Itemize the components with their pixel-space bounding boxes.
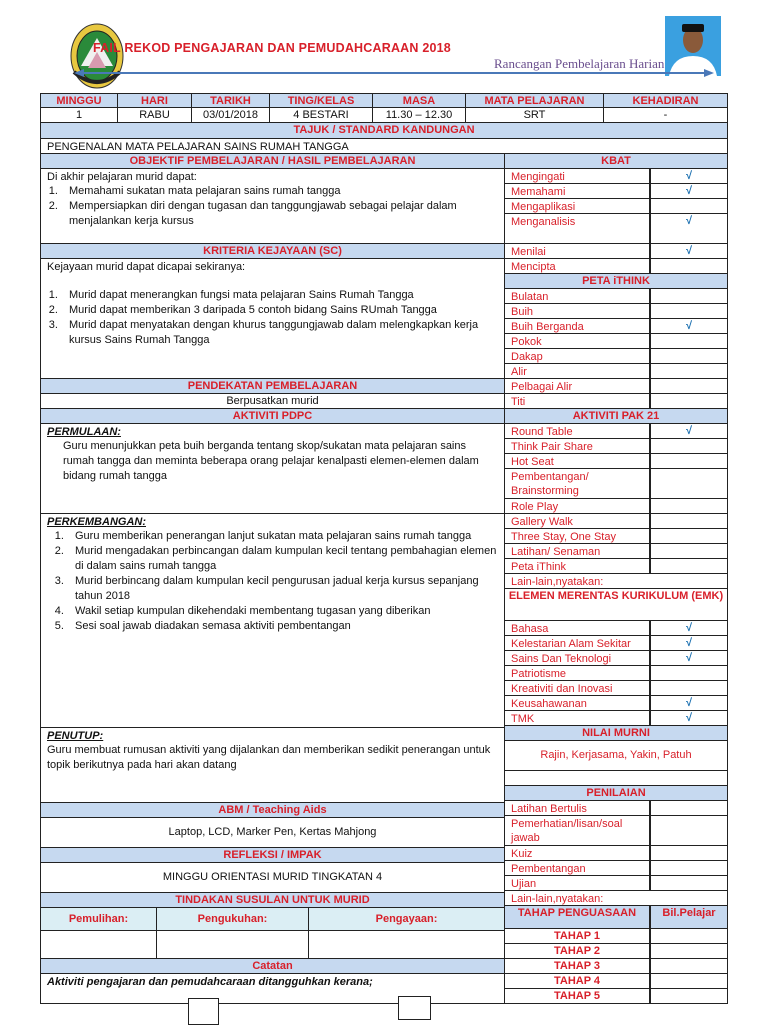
kriteria-heading: KRITERIA KEJAYAAN (SC)	[40, 243, 505, 259]
criteria-item-label: TMK	[504, 710, 650, 726]
nilai-murni-value: Rajin, Kerjasama, Yakin, Patuh	[504, 740, 728, 771]
check-cell[interactable]	[650, 800, 728, 816]
criteria-item-label: Three Stay, One Stay	[504, 528, 650, 544]
criteria-item-label: Sains Dan Teknologi	[504, 650, 650, 666]
criteria-item-label: Buih Berganda	[504, 318, 650, 334]
teacher-photo	[665, 16, 721, 76]
check-cell[interactable]	[650, 363, 728, 379]
reason-checkbox-2[interactable]	[398, 996, 431, 1020]
penutup-section	[40, 727, 505, 803]
objektif-item: 2. Mempersiapkan diri dengan tugasan dan tanggungjawab sebagai pelajar dalam menjalankan kerja kursus	[61, 199, 498, 229]
pengayaan-header: Pengayaan:	[308, 907, 505, 931]
criteria-item-label: Titi	[504, 393, 650, 409]
tahap-label: TAHAP 2	[504, 943, 650, 959]
criteria-item-label: Buih	[504, 303, 650, 319]
tahap-label: TAHAP 5	[504, 988, 650, 1004]
criteria-item-label: Patriotisme	[504, 665, 650, 681]
tajuk-value: PENGENALAN MATA PELAJARAN SAINS RUMAH TANGGA	[40, 138, 728, 154]
section-heading: KBAT	[504, 153, 728, 169]
criteria-item-label: Ujian	[504, 875, 650, 891]
check-cell[interactable]	[650, 558, 728, 574]
document-title: FAIL REKOD PENGAJARAN DAN PEMUDAHCARAAN 2018	[93, 41, 451, 55]
check-cell[interactable]: √	[650, 650, 728, 666]
check-cell[interactable]: √	[650, 635, 728, 651]
check-cell[interactable]	[650, 498, 728, 514]
col-kehadiran: KEHADIRAN	[603, 93, 728, 108]
document-subtitle: Rancangan Pembelajaran Harian	[494, 56, 665, 71]
bil-pelajar-field[interactable]	[650, 988, 728, 1004]
check-cell[interactable]	[650, 468, 728, 499]
check-cell[interactable]	[650, 543, 728, 559]
kriteria-item: 2. Murid dapat memberikan 3 daripada 5 contoh bidang Sains RUmah Tangga	[61, 303, 498, 318]
aktiviti-pdpc-heading: AKTIVITI PDPC	[40, 408, 505, 424]
check-cell[interactable]	[650, 393, 728, 409]
emk-heading: ELEMEN MERENTAS KURIKULUM (EMK)	[504, 588, 728, 621]
criteria-item-label: Kuiz	[504, 845, 650, 861]
objektif-item: 1. Memahami sukatan mata pelajaran sains rumah tangga	[61, 184, 498, 199]
masa-value: 11.30 – 12.30	[372, 107, 466, 123]
check-cell[interactable]: √	[650, 168, 728, 184]
mata-pelajaran-value: SRT	[465, 107, 604, 123]
criteria-item-label: Pembentangan	[504, 860, 650, 876]
criteria-item-label: Peta iThink	[504, 558, 650, 574]
abm-heading: ABM / Teaching Aids	[40, 802, 505, 818]
criteria-item-label: Role Play	[504, 498, 650, 514]
pemulihan-header: Pemulihan:	[40, 907, 157, 931]
criteria-item-label: Bulatan	[504, 288, 650, 304]
check-cell[interactable]	[650, 453, 728, 469]
pengayaan-field[interactable]	[308, 930, 505, 959]
criteria-item-label: Pokok	[504, 333, 650, 349]
kriteria-item: 1. Murid dapat menerangkan fungsi mata pelajaran Sains Rumah Tangga	[61, 288, 498, 303]
col-hari: HARI	[117, 93, 192, 108]
kriteria-section	[40, 258, 505, 379]
pengukuhan-field[interactable]	[156, 930, 309, 959]
section-heading: PETA iTHINK	[504, 273, 728, 289]
bil-pelajar-field[interactable]	[650, 943, 728, 959]
criteria-item-label: Alir	[504, 363, 650, 379]
check-cell[interactable]: √	[650, 183, 728, 199]
bil-pelajar-field[interactable]	[650, 958, 728, 974]
check-cell[interactable]	[650, 528, 728, 544]
tahap-label: TAHAP 4	[504, 973, 650, 989]
check-cell[interactable]	[650, 438, 728, 454]
objektif-intro: Di akhir pelajaran murid dapat:	[47, 171, 197, 183]
perkembangan-item: 3. Murid berbincang dalam kumpulan kecil pengurusan jadual kerja kursus sepanjang tahun 2018	[67, 574, 498, 604]
check-cell[interactable]	[650, 845, 728, 861]
perkembangan-item: 5. Sesi soal jawab diadakan semasa aktiviti pembentangan	[67, 619, 498, 634]
kriteria-item: 3. Murid dapat menyatakan dengan khurus tanggungjawab dalam melengkapkan kerja kursus Sains Rumah Tangga	[61, 318, 498, 348]
other-specify-field[interactable]: Lain-lain,nyatakan:	[504, 573, 728, 589]
bil-pelajar-heading: Bil.Pelajar	[650, 905, 728, 929]
check-cell[interactable]: √	[650, 318, 728, 334]
tahap-penguasaan-heading: TAHAP PENGUASAAN	[504, 905, 650, 929]
criteria-item-label: Kreativiti dan Inovasi	[504, 680, 650, 696]
check-cell[interactable]	[650, 680, 728, 696]
criteria-item-label: Hot Seat	[504, 453, 650, 469]
tajuk-heading: TAJUK / STANDARD KANDUNGAN	[40, 122, 728, 139]
check-cell[interactable]: √	[650, 423, 728, 439]
check-cell[interactable]	[650, 333, 728, 349]
refleksi-value: MINGGU ORIENTASI MURID TINGKATAN 4	[40, 862, 505, 893]
penutup-text: Guru membuat rumusan aktiviti yang dijalankan dan memberikan sedikit penerangan untuk topik berikutnya pada hari akan datang	[47, 744, 491, 771]
col-mata-pelajaran: MATA PELAJARAN	[465, 93, 604, 108]
check-cell[interactable]	[650, 198, 728, 214]
permulaan-section	[40, 423, 505, 514]
header-divider-arrow	[74, 68, 714, 78]
pemulihan-field[interactable]	[40, 930, 157, 959]
criteria-item-label: Pelbagai Alir	[504, 378, 650, 394]
check-cell[interactable]: √	[650, 243, 728, 259]
abm-value: Laptop, LCD, Marker Pen, Kertas Mahjong	[40, 817, 505, 848]
reason-checkbox-1[interactable]	[188, 998, 219, 1025]
criteria-item-label: Mencipta	[504, 258, 650, 274]
criteria-item-label: Mengaplikasi	[504, 198, 650, 214]
check-cell[interactable]	[650, 288, 728, 304]
tahap-label: TAHAP 1	[504, 928, 650, 944]
catatan-value: Aktiviti pengajaran dan pemudahcaraan ditangguhkan kerana;	[40, 973, 505, 1004]
tahap-label: TAHAP 3	[504, 958, 650, 974]
pendekatan-value: Berpusatkan murid	[40, 393, 505, 409]
criteria-item-label: Keusahawanan	[504, 695, 650, 711]
pengukuhan-header: Pengukuhan:	[156, 907, 309, 931]
bil-pelajar-field[interactable]	[650, 928, 728, 944]
criteria-item-label: Memahami	[504, 183, 650, 199]
check-cell[interactable]: √	[650, 620, 728, 636]
criteria-item-label: Kelestarian Alam Sekitar	[504, 635, 650, 651]
section-heading: NILAI MURNI	[504, 725, 728, 741]
penutup-label: PENUTUP:	[47, 730, 104, 742]
kriteria-intro: Kejayaan murid dapat dicapai sekiranya:	[47, 261, 246, 273]
check-cell[interactable]	[650, 875, 728, 891]
col-minggu: MINGGU	[40, 93, 118, 108]
criteria-item-label: Think Pair Share	[504, 438, 650, 454]
criteria-item-label: Mengingati	[504, 168, 650, 184]
school-logo	[68, 22, 126, 90]
col-tarikh: TARIKH	[191, 93, 270, 108]
catatan-heading: Catatan	[40, 958, 505, 974]
col-masa: MASA	[372, 93, 466, 108]
criteria-item-label: Pembentangan/ Brainstorming	[504, 468, 650, 499]
kehadiran-value: -	[603, 107, 728, 123]
objektif-section	[40, 168, 505, 244]
tindakan-heading: TINDAKAN SUSULAN UNTUK MURID	[40, 892, 505, 908]
perkembangan-item: 2. Murid mengadakan perbincangan dalam kumpulan kecil tentang pembahagian elemen di dalam sains rumah tangga	[67, 544, 498, 574]
perkembangan-label: PERKEMBANGAN:	[47, 516, 146, 528]
check-cell[interactable]	[650, 378, 728, 394]
bil-pelajar-field[interactable]	[650, 973, 728, 989]
perkembangan-item: 4. Wakil setiap kumpulan dikehendaki membentang tugasan yang diberikan	[67, 604, 498, 619]
criteria-item-label: Menilai	[504, 243, 650, 259]
check-cell[interactable]: √	[650, 213, 728, 244]
objektif-heading: OBJEKTIF PEMBELAJARAN / HASIL PEMBELAJARAN	[40, 153, 505, 169]
other-specify-field[interactable]: Lain-lain,nyatakan:	[504, 890, 728, 906]
criteria-item-label: Bahasa	[504, 620, 650, 636]
check-cell[interactable]	[650, 258, 728, 274]
kelas-value: 4 BESTARI	[269, 107, 373, 123]
check-cell[interactable]	[650, 860, 728, 876]
criteria-item-label: Dakap	[504, 348, 650, 364]
criteria-item-label: Latihan Bertulis	[504, 800, 650, 816]
check-cell[interactable]: √	[650, 710, 728, 726]
minggu-value: 1	[40, 107, 118, 123]
blank-row	[504, 770, 728, 786]
pendekatan-heading: PENDEKATAN PEMBELAJARAN	[40, 378, 505, 394]
section-heading: AKTIVITI PAK 21	[504, 408, 728, 424]
criteria-item-label: Gallery Walk	[504, 513, 650, 529]
perkembangan-item: 1. Guru memberikan penerangan lanjut sukatan mata pelajaran sains rumah tangga	[67, 529, 498, 544]
criteria-item-label: Pemerhatian/lisan/soal jawab	[504, 815, 650, 846]
check-cell[interactable]	[650, 348, 728, 364]
permulaan-label: PERMULAAN:	[47, 426, 121, 438]
check-cell[interactable]: √	[650, 695, 728, 711]
col-ting-kelas: TING/KELAS	[269, 93, 373, 108]
section-heading: PENILAIAN	[504, 785, 728, 801]
tarikh-value: 03/01/2018	[191, 107, 270, 123]
criteria-item-label: Latihan/ Senaman	[504, 543, 650, 559]
check-cell[interactable]	[650, 303, 728, 319]
criteria-item-label: Round Table	[504, 423, 650, 439]
check-cell[interactable]	[650, 665, 728, 681]
check-cell[interactable]	[650, 815, 728, 846]
permulaan-text: Guru menunjukkan peta buih berganda tentang skop/sukatan mata pelajaran sains rumah tangga dan meminta beberapa orang pelajar kenalpasti elemen-elemen dalam bidang rumah tangga	[63, 440, 479, 482]
check-cell[interactable]	[650, 513, 728, 529]
perkembangan-section	[40, 513, 505, 728]
refleksi-heading: REFLEKSI / IMPAK	[40, 847, 505, 863]
hari-value: RABU	[117, 107, 192, 123]
criteria-item-label: Menganalisis	[504, 213, 650, 244]
